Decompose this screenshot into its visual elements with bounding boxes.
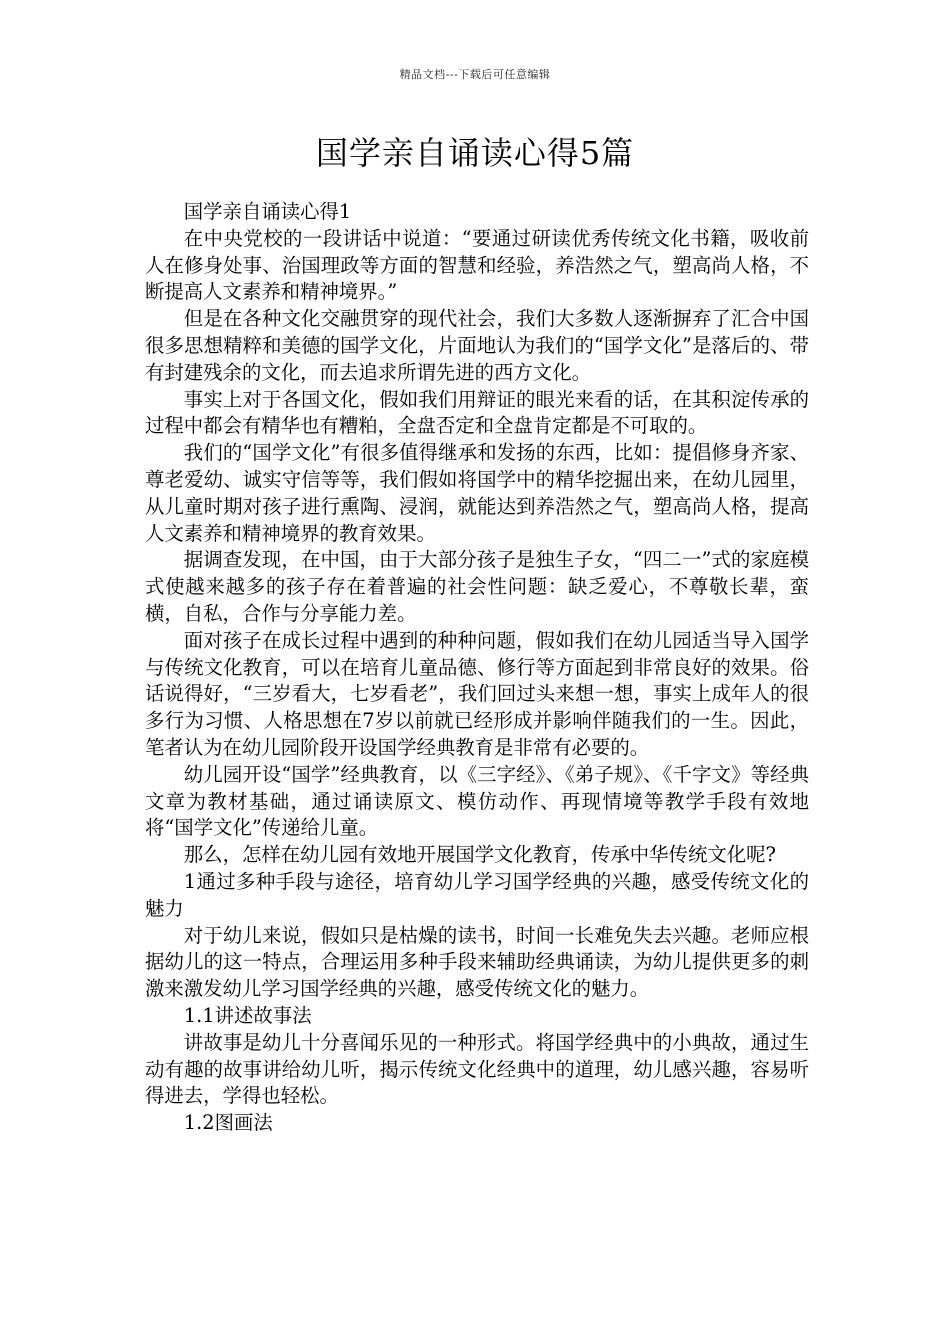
paragraph: 但是在各种文化交融贯穿的现代社会，我们大多数人逐渐摒弃了汇合中国很多思想精粹和美德的国学文化，片面地认为我们的“国学文化”是落后的、带有封建残余的文化，而去追求所谓先进的西方文化。 [145,307,809,384]
subsection-heading: 1.2图画法 [183,1111,273,1135]
header-note: 精品文档---下载后可任意编辑 [399,68,551,81]
paragraph: 对于幼儿来说，假如只是枯燥的读书，时间一长难免失去兴趣。老师应根据幼儿的这一特点，合理运用多种手段来辅助经典诵读，为幼儿提供更多的刺激来激发幼儿学习国学经典的兴趣，感受传统文化的魅力。 [145,923,809,1001]
paragraph: 在中央党校的一段讲话中说道：“要通过研读优秀传统文化书籍，吸收前人在修身处事、治国理政等方面的智慧和经验，养浩然之气，塑高尚人格，不断提高人文素养和精神境界。” [145,226,809,304]
paragraph: 那么，怎样在幼儿园有效地开展国学文化教育，传承中华传统文化呢? [183,843,776,867]
paragraph: 据调查发现，在中国，由于大部分孩子是独生子女，“四二一”式的家庭模式使越来越多的孩子存在着普遍的社会性问题：缺乏爱心，不尊敬长辈，蛮横，自私，合作与分享能力差。 [145,548,809,625]
document-title: 国学亲自诵读心得5篇 [315,134,635,172]
paragraph: 讲故事是幼儿十分喜闻乐见的一种形式。将国学经典中的小典故，通过生动有趣的故事讲给幼儿听，揭示传统文化经典中的道理，幼儿感兴趣，容易听得进去，学得也轻松。 [145,1030,809,1108]
paragraph: 幼儿园开设“国学”经典教育，以《三字经》、《弟子规》、《千字文》等经典文章为教材基础，通过诵读原文、模仿动作、再现情境等教学手段有效地将“国学文化”传递给儿童。 [145,762,809,840]
paragraph: 国学亲自诵读心得1 [183,200,352,223]
paragraph: 事实上对于各国文化，假如我们用辩证的眼光来看的话，在其积淀传承的过程中都会有精华也有糟粕，全盘否定和全盘肯定都是不可取的。 [145,387,809,438]
subsection-heading: 1.1讲述故事法 [183,1003,312,1027]
paragraph: 我们的“国学文化”有很多值得继承和发扬的东西，比如：提倡修身齐家、尊老爱幼、诚实守信等等，我们假如将国学中的精华挖掘出来，在幼儿园里，从儿童时期对孩子进行熏陶、浸润，就能达到养浩然之气，塑高尚人格，提高人文素养和精神境界的教育效果。 [145,441,809,545]
document-body [145,199,809,1137]
paragraph: 面对孩子在成长过程中遇到的种种问题，假如我们在幼儿园适当导入国学与传统文化教育，可以在培育儿童品德、修行等方面起到非常良好的效果。俗话说得好，“三岁看大，七岁看老”，我们回过头来想一想，事实上成年人的很多行为习惯、人格思想在7岁以前就已经形成并影响伴随我们的一生。因此，笔者认为在幼儿园阶段开设国学经典教育是非常有必要的。 [145,628,809,759]
section-heading: 1通过多种手段与途径，培育幼儿学习国学经典的兴趣，感受传统文化的魅力 [145,869,809,920]
